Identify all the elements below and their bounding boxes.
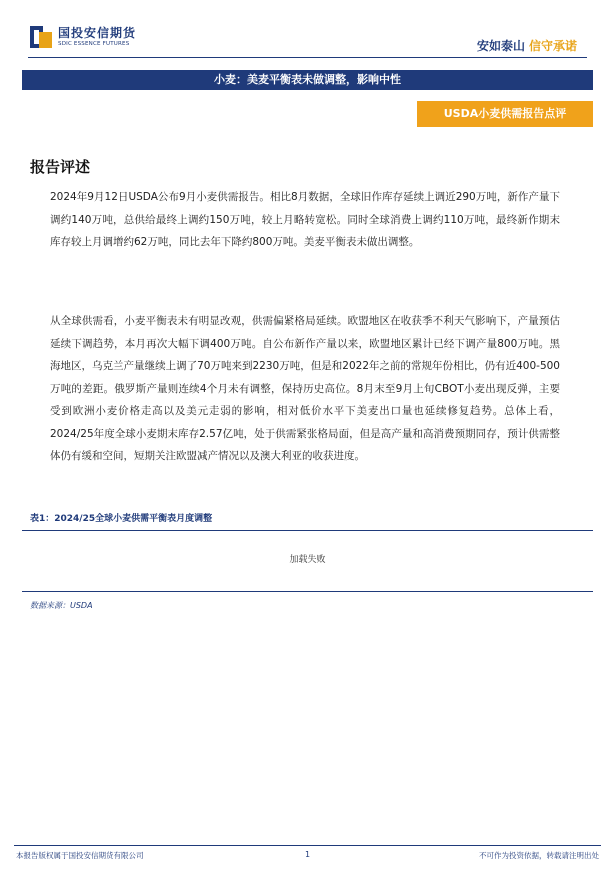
slogan — [477, 37, 577, 54]
report-title-bar: 小麦：美麦平衡表未做调整，影响中性 — [22, 70, 593, 90]
data-source: 数据来源：USDA — [30, 601, 93, 610]
footer-divider — [14, 845, 601, 846]
table-title: 表1：2024/25全球小麦供需平衡表月度调整 — [30, 514, 213, 524]
report-type-tag: USDA小麦供需报告点评 — [417, 101, 593, 127]
table-top-divider — [22, 530, 593, 531]
footer-disclaimer: 不可作为投资依据，转载请注明出处 — [479, 851, 599, 860]
logo-chinese-name: 国投安信期货 — [58, 25, 137, 40]
table-load-failed-text: 加载失败 — [289, 555, 326, 565]
company-logo — [30, 26, 136, 48]
page-number: 1 — [304, 850, 311, 859]
section-title: 报告评述 — [30, 158, 91, 176]
table-bottom-divider — [22, 591, 593, 592]
footer-copyright: 本报告版权属于国投安信期货有限公司 — [16, 851, 144, 860]
header-divider — [28, 57, 587, 58]
logo-mark-icon — [30, 26, 52, 48]
slogan-part1: 安如泰山 — [476, 39, 525, 53]
paragraph-1: 2024年9月12日USDA公布9月小麦供需报告。相比8月数据，全球旧作库存延续上调近290万吨，新作产量下调约140万吨，总供给最终上调约150万吨，较上月略转宽松。同时全球消费上调约110万吨，最终新作期末库存较上月调增约62万吨，同比去年下降约800万吨。美麦平衡表未做出调整。 — [50, 191, 560, 248]
slogan-part2: 信守承诺 — [528, 39, 577, 53]
logo-english-name: SDIC ESSENCE FUTURES — [58, 40, 130, 47]
paragraph-2: 从全球供需看，小麦平衡表未有明显改观，供需偏紧格局延续。欧盟地区在收获季不利天气影响下，产量预估延续下调趋势，本月再次大幅下调400万吨。自公布新作产量以来，欧盟地区累计已经下调产量800万吨。黑海地区，乌克兰产量继续上调了70万吨来到2230万吨，但是和2022年之前的常规年份相比，仍有近400-500万吨的差距。俄罗斯产量则连续4个月未有调整，保持历史高位。8月末至9月上旬CBOT小麦出现反弹，主要受到欧洲小麦价格走高以及美元走弱的影响，相对低价水平下美麦出口量也延续修复趋势。总体上看，2024/25年度全球小麦期末库存2.57亿吨，处于供需紧张格局面，但是高产量和高消费预期同存，预计供需整体仍有缓和空间，短期关注欧盟减产情况以及澳大利亚的收获进度。 — [50, 315, 560, 462]
